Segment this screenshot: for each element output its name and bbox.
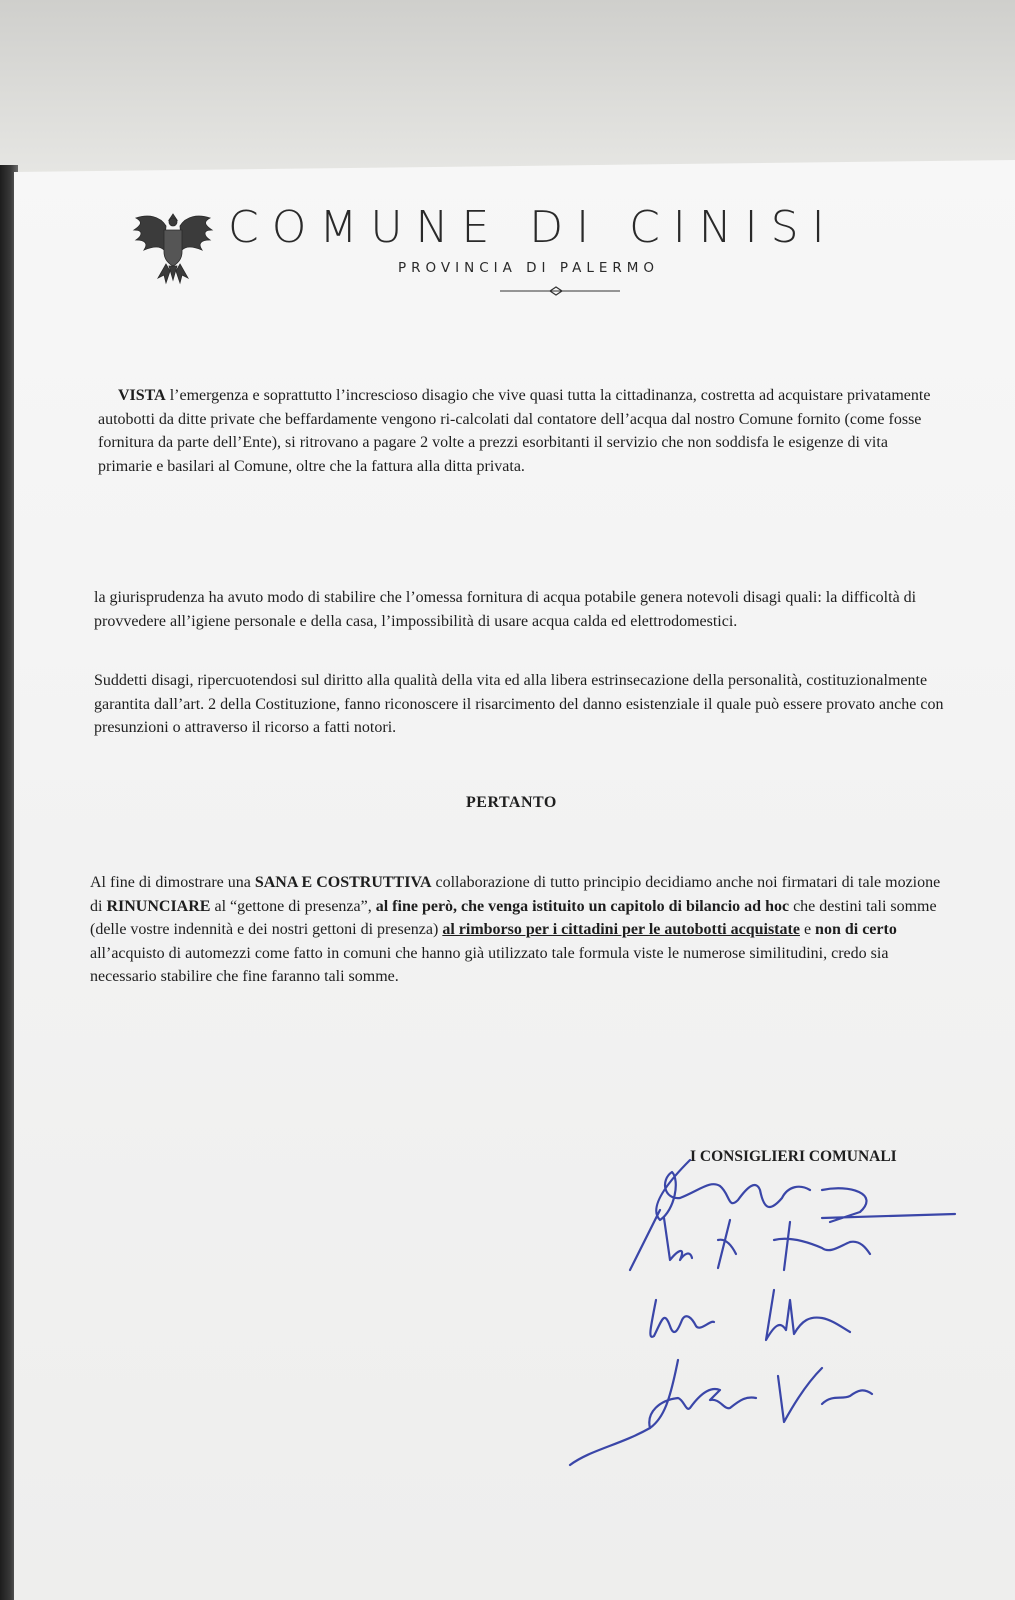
municipality-title: COMUNE DI CINISI xyxy=(228,202,838,253)
section-heading-pertanto: PERTANTO xyxy=(466,794,557,811)
background-paper xyxy=(0,0,1015,175)
vista-text: l’emergenza e soprattutto l’increscioso disagio che vive quasi tutta la cittadinanza, costretta ad acquistare privatamente autobotti da ditte private che beffardamente vengono ri-calcolati dal contatore dell’acqua dal nostro Comune fornito (come fosse fornitura da parte dell’Ente), si ritrovano a pagare 2 volte a prezzi esorbitanti il servizio che non soddisfa le esigenze di vita primarie e basilari al Comune, oltre che la fattura alla ditta privata. xyxy=(98,387,931,475)
text-segment: al “gettone di presenza”, xyxy=(210,897,376,915)
bold-segment: SANA E COSTRUTTIVA xyxy=(254,874,432,891)
text-segment: che destini tali somme (delle vostre indennità e dei nostri gettoni di presenza) xyxy=(90,897,937,938)
text-segment: Al fine di dimostrare una xyxy=(90,874,255,891)
bold-segment: RINUNCIARE xyxy=(106,897,211,915)
province-subtitle: PROVINCIA DI PALERMO xyxy=(398,260,660,276)
text-segment: e xyxy=(799,921,816,938)
eagle-emblem-icon xyxy=(130,206,216,288)
vista-lead: VISTA xyxy=(118,387,166,404)
bold-segment: al fine però, che venga istituito un capitolo di bilancio ad hoc xyxy=(375,897,790,915)
handwritten-signatures xyxy=(560,1150,1000,1490)
letterhead xyxy=(130,200,910,310)
signers-label: I CONSIGLIERI COMUNALI xyxy=(690,1148,897,1165)
paragraph-motion xyxy=(90,871,950,989)
underlined-segment: al rimborso per i cittadini per le autobotti acquistate xyxy=(442,921,800,938)
bold-segment: non di certo xyxy=(815,921,897,938)
paragraph-disagi: Suddetti disagi, ripercuotendosi sul diritto alla qualità della vita ed alla libera estrinsecazione della personalità, costituzionalmente garantita dall’art. 2 della Costituzione, fanno riconoscere il risarcimento del danno esistenziale il quale può essere provato anche con presunzioni o attraverso il ricorso a fatti notori. xyxy=(94,672,944,736)
paragraph-vista xyxy=(98,384,938,478)
paragraph-giurisprudenza: la giurisprudenza ha avuto modo di stabilire che l’omessa fornitura di acqua potabile genera notevoli disagi quali: la difficoltà di provvedere all’igiene personale e della casa, l’impossibilità di usare acqua calda ed elettrodomestici. xyxy=(94,589,917,630)
text-segment: collaborazione di tutto principio decidiamo anche noi firmatari di tale mozione di xyxy=(90,874,941,915)
text-segment: all’acquisto di automezzi come fatto in comuni che hanno già utilizzato tale formula viste le numerose similitudini, credo sia necessario stabilire che fine faranno tali somme. xyxy=(90,944,889,985)
divider-ornament-icon xyxy=(500,284,620,298)
